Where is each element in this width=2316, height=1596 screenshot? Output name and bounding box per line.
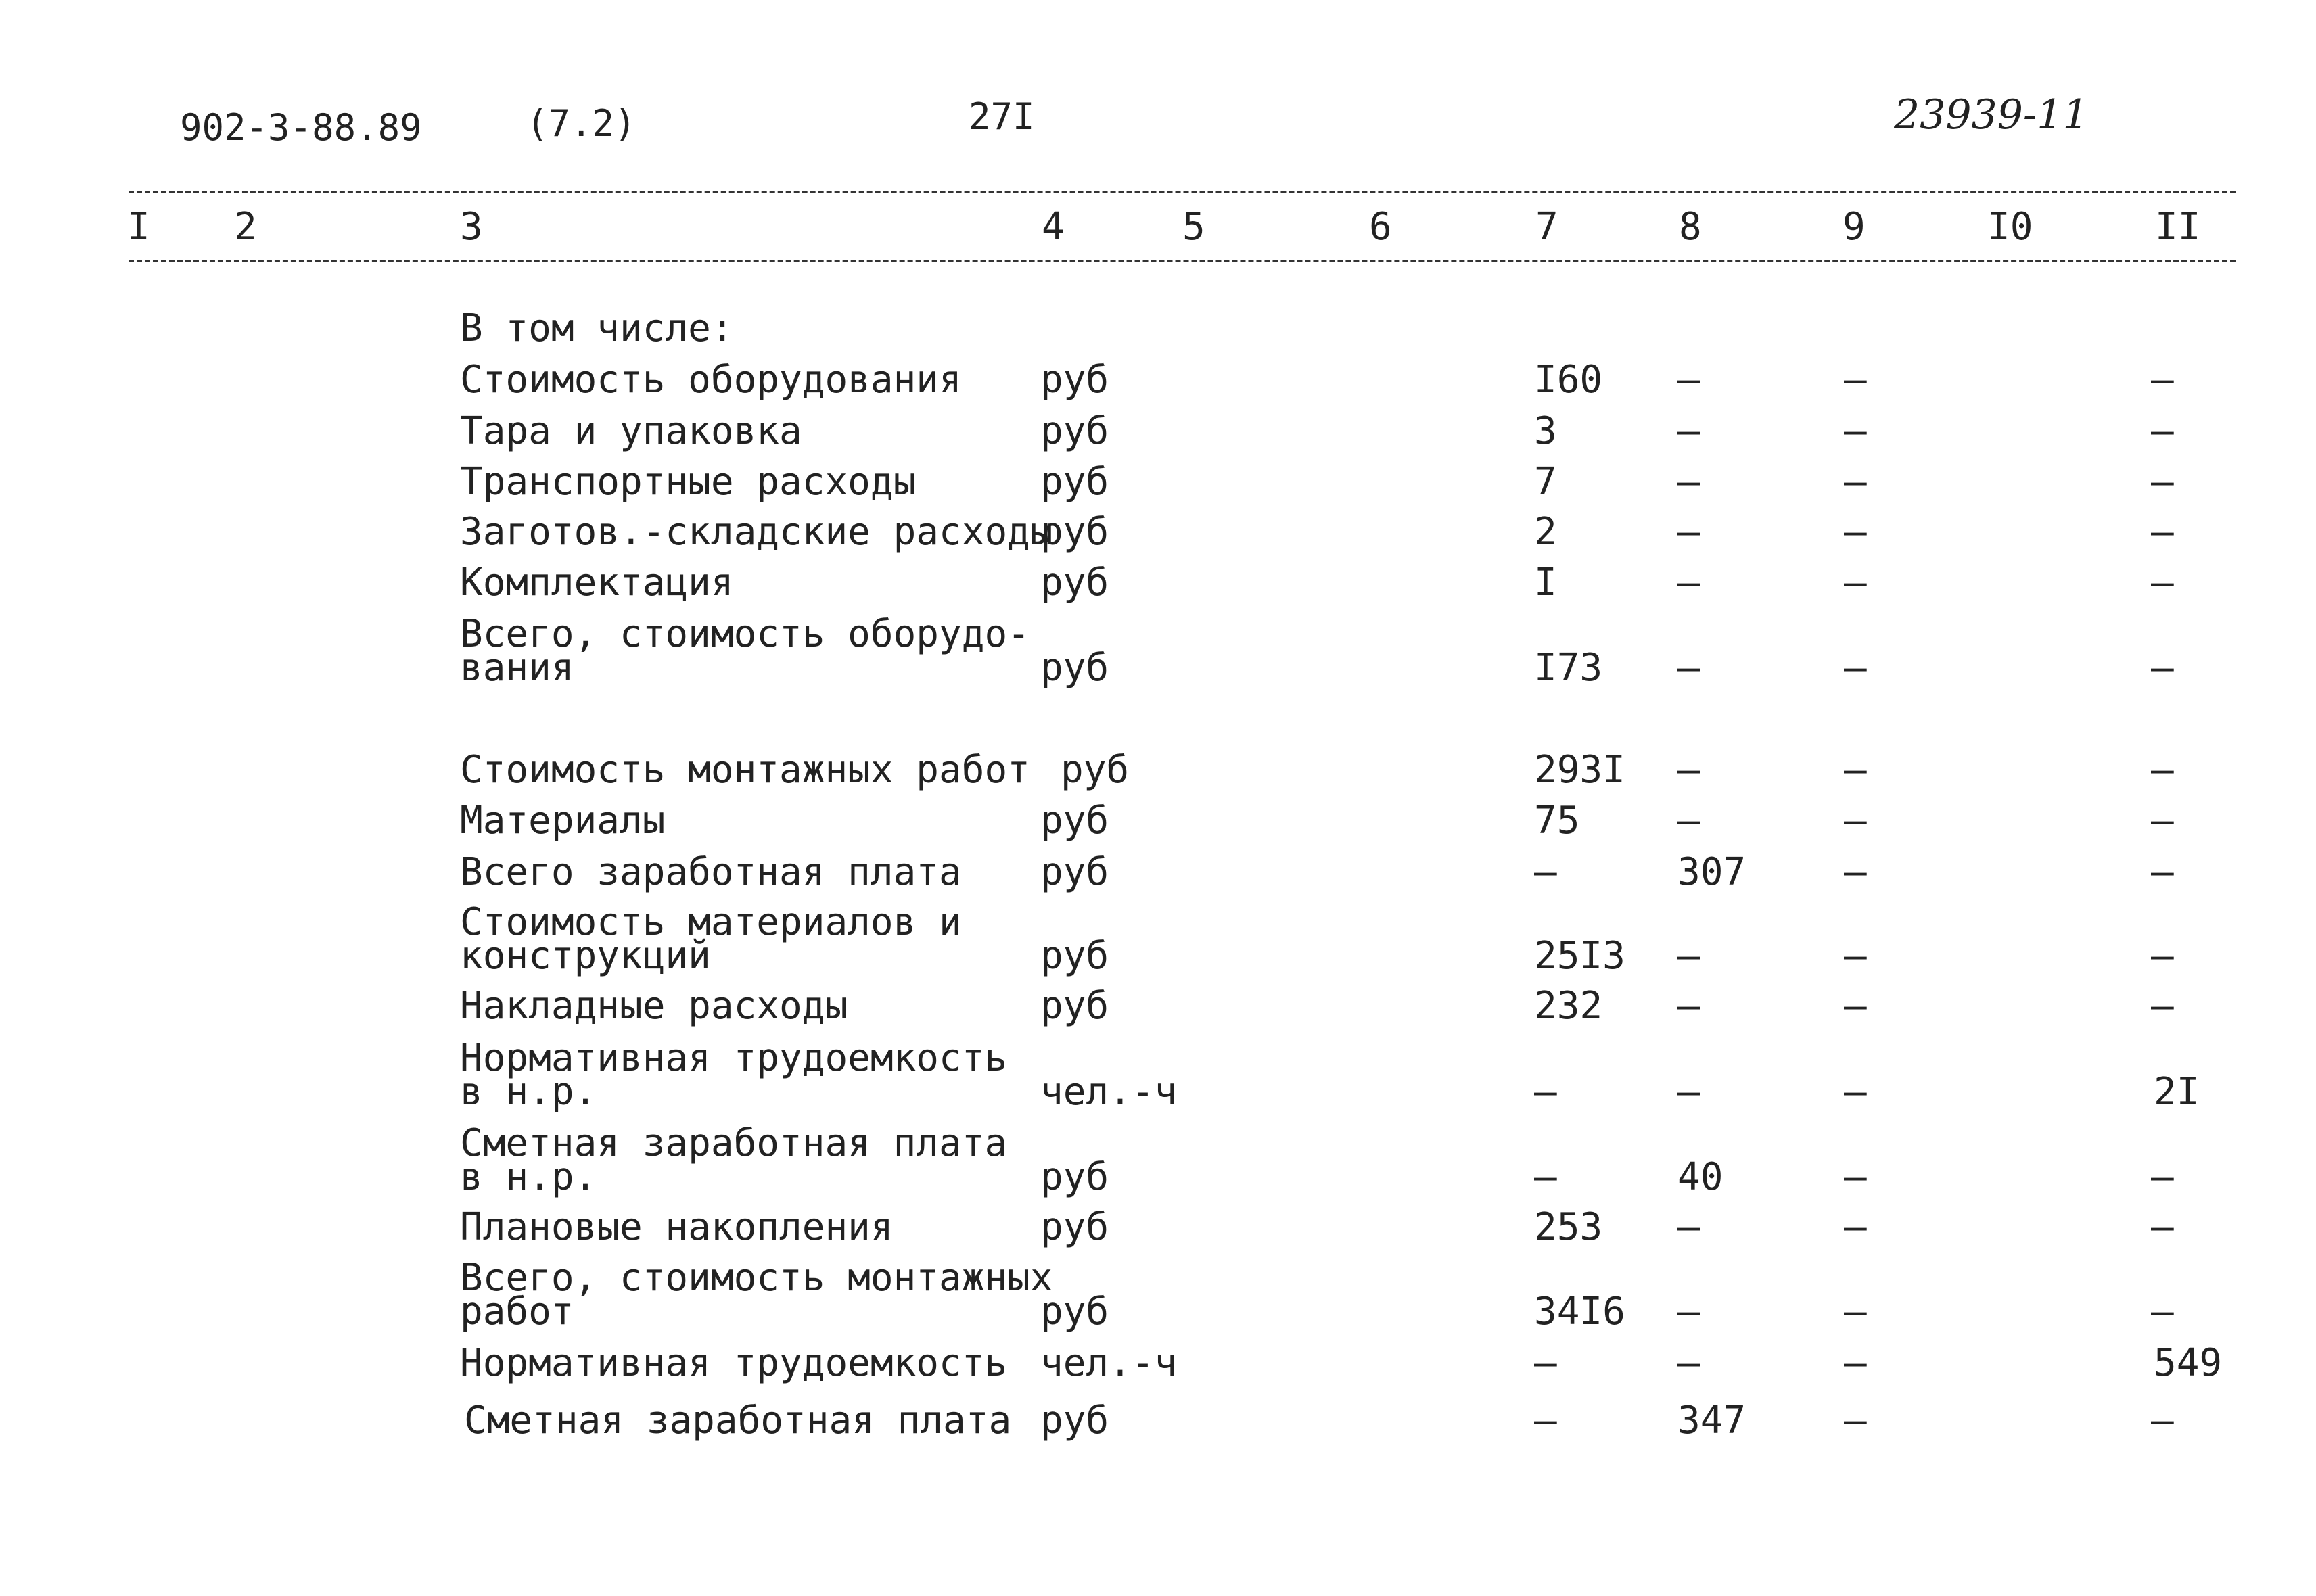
row-label: Стоимость оборудования bbox=[460, 358, 962, 402]
row-unit: руб bbox=[1040, 1205, 1109, 1249]
cell-col-9: – bbox=[1844, 409, 1867, 453]
column-number: 5 bbox=[1182, 205, 1205, 249]
cell-col-8: – bbox=[1677, 409, 1700, 453]
cell-col-7: – bbox=[1534, 850, 1557, 894]
cell-col-11: – bbox=[2151, 799, 2174, 843]
cell-col-11: – bbox=[2151, 1399, 2174, 1442]
cell-col-9: – bbox=[1844, 1205, 1867, 1249]
cell-col-9: – bbox=[1844, 1155, 1867, 1199]
row-unit: руб bbox=[1040, 358, 1109, 402]
row-unit: руб bbox=[1040, 1155, 1109, 1199]
row-label: Комплектация bbox=[460, 561, 734, 605]
row-label: Всего, стоимость монтажных bbox=[460, 1256, 1053, 1300]
row-unit: руб bbox=[1040, 510, 1109, 554]
cell-col-11: – bbox=[2151, 1155, 2174, 1199]
cell-col-8: – bbox=[1677, 748, 1700, 792]
cell-col-9: – bbox=[1844, 1399, 1867, 1442]
cell-col-11: 2I bbox=[2154, 1070, 2200, 1114]
cell-col-9: – bbox=[1844, 646, 1867, 690]
cell-col-9: – bbox=[1844, 561, 1867, 605]
cell-col-11: – bbox=[2151, 646, 2174, 690]
cell-col-8: – bbox=[1677, 358, 1700, 402]
header-top-rule bbox=[129, 191, 2236, 193]
row-label: Накладные расходы bbox=[460, 984, 848, 1028]
cell-col-11: – bbox=[2151, 1290, 2174, 1334]
row-unit: руб bbox=[1040, 799, 1109, 843]
row-label: Всего, стоимость оборудо- bbox=[460, 612, 1030, 656]
cell-col-8: 40 bbox=[1677, 1155, 1723, 1199]
row-label: Заготов.-складские расходы bbox=[460, 510, 1053, 554]
row-label: в н.р. bbox=[460, 1070, 597, 1114]
cell-col-11: – bbox=[2151, 748, 2174, 792]
cell-col-8: – bbox=[1677, 646, 1700, 690]
inventory-number: 23939-11 bbox=[1894, 91, 2089, 139]
column-number: I0 bbox=[1987, 205, 2033, 249]
cell-col-9: – bbox=[1844, 358, 1867, 402]
cell-col-7: 293I bbox=[1534, 748, 1625, 792]
row-label: Нормативная трудоемкость bbox=[460, 1036, 1008, 1080]
row-unit: руб bbox=[1040, 409, 1109, 453]
cell-col-9: – bbox=[1844, 460, 1867, 504]
cell-col-9: – bbox=[1844, 1070, 1867, 1114]
row-unit: руб bbox=[1040, 984, 1109, 1028]
subheading: В том числе: bbox=[460, 306, 734, 350]
cell-col-8: – bbox=[1677, 510, 1700, 554]
row-label: Материалы bbox=[460, 799, 666, 843]
column-number: 7 bbox=[1535, 205, 1558, 249]
cell-col-11: – bbox=[2151, 561, 2174, 605]
cell-col-7: 25I3 bbox=[1534, 934, 1625, 978]
row-unit: руб bbox=[1040, 460, 1109, 504]
row-unit: руб bbox=[1040, 1399, 1109, 1442]
cell-col-7: I60 bbox=[1534, 358, 1603, 402]
cell-col-9: – bbox=[1844, 510, 1867, 554]
cell-col-8: – bbox=[1677, 1290, 1700, 1334]
cell-col-8: – bbox=[1677, 460, 1700, 504]
cell-col-8: – bbox=[1677, 1341, 1700, 1385]
cell-col-11: – bbox=[2151, 358, 2174, 402]
cell-col-8: – bbox=[1677, 934, 1700, 978]
row-label: Сметная заработная плата bbox=[460, 1121, 1008, 1165]
cell-col-11: – bbox=[2151, 984, 2174, 1028]
cell-col-9: – bbox=[1844, 799, 1867, 843]
cell-col-8: – bbox=[1677, 1070, 1700, 1114]
row-label: Транспортные расходы bbox=[460, 460, 917, 504]
row-unit: руб bbox=[1061, 748, 1130, 792]
row-unit: руб bbox=[1040, 561, 1109, 605]
column-number: I bbox=[127, 205, 150, 249]
cell-col-11: – bbox=[2151, 510, 2174, 554]
cell-col-8: 347 bbox=[1677, 1399, 1746, 1442]
cell-col-9: – bbox=[1844, 748, 1867, 792]
cell-col-8: 307 bbox=[1677, 850, 1746, 894]
cell-col-7: I73 bbox=[1534, 646, 1603, 690]
cell-col-7: – bbox=[1534, 1070, 1557, 1114]
row-unit: чел.-ч bbox=[1040, 1070, 1178, 1114]
cell-col-7: – bbox=[1534, 1399, 1557, 1442]
cell-col-9: – bbox=[1844, 1341, 1867, 1385]
cell-col-9: – bbox=[1844, 850, 1867, 894]
section-number: (7.2) bbox=[526, 102, 636, 145]
row-label: Плановые накопления bbox=[460, 1205, 894, 1249]
row-label: Тара и упаковка bbox=[460, 409, 802, 453]
cell-col-7: 232 bbox=[1534, 984, 1603, 1028]
cell-col-7: 75 bbox=[1534, 799, 1580, 843]
row-label: Стоимость монтажных работ bbox=[460, 748, 1030, 792]
document-code: 902-3-88.89 bbox=[180, 106, 422, 149]
column-number: 3 bbox=[460, 205, 483, 249]
column-number: 4 bbox=[1042, 205, 1065, 249]
row-label: работ bbox=[460, 1290, 574, 1334]
row-label: Стоимость материалов и bbox=[460, 900, 962, 944]
row-unit: руб bbox=[1040, 646, 1109, 690]
cell-col-7: – bbox=[1534, 1155, 1557, 1199]
cell-col-11: – bbox=[2151, 1205, 2174, 1249]
cell-col-7: – bbox=[1534, 1341, 1557, 1385]
cell-col-9: – bbox=[1844, 934, 1867, 978]
cell-col-8: – bbox=[1677, 561, 1700, 605]
row-unit: руб bbox=[1040, 1290, 1109, 1334]
cell-col-11: – bbox=[2151, 460, 2174, 504]
cell-col-11: – bbox=[2151, 409, 2174, 453]
cell-col-7: 2 bbox=[1534, 510, 1557, 554]
cell-col-8: – bbox=[1677, 1205, 1700, 1249]
cell-col-7: 34I6 bbox=[1534, 1290, 1625, 1334]
cell-col-7: 3 bbox=[1534, 409, 1557, 453]
cell-col-8: – bbox=[1677, 799, 1700, 843]
header-bottom-rule bbox=[129, 260, 2236, 262]
cell-col-11: 549 bbox=[2154, 1341, 2223, 1385]
row-label: в н.р. bbox=[460, 1155, 597, 1199]
row-unit: руб bbox=[1040, 850, 1109, 894]
row-label: конструкций bbox=[460, 934, 711, 978]
cell-col-11: – bbox=[2151, 934, 2174, 978]
cell-col-11: – bbox=[2151, 850, 2174, 894]
cell-col-8: – bbox=[1677, 984, 1700, 1028]
cell-col-9: – bbox=[1844, 1290, 1867, 1334]
column-number: 6 bbox=[1369, 205, 1392, 249]
column-number: 2 bbox=[234, 205, 257, 249]
row-label: вания bbox=[460, 646, 574, 690]
cell-col-9: – bbox=[1844, 984, 1867, 1028]
column-number: 8 bbox=[1679, 205, 1702, 249]
column-number: 9 bbox=[1843, 205, 1866, 249]
row-label: Сметная заработная плата bbox=[464, 1399, 1012, 1442]
page-number: 27I bbox=[969, 95, 1035, 138]
row-unit: чел.-ч bbox=[1040, 1341, 1178, 1385]
cell-col-7: 7 bbox=[1534, 460, 1557, 504]
cell-col-7: I bbox=[1534, 561, 1557, 605]
column-number: II bbox=[2155, 205, 2201, 249]
row-unit: руб bbox=[1040, 934, 1109, 978]
cell-col-7: 253 bbox=[1534, 1205, 1603, 1249]
row-label: Нормативная трудоемкость bbox=[460, 1341, 1008, 1385]
row-label: Всего заработная плата bbox=[460, 850, 962, 894]
